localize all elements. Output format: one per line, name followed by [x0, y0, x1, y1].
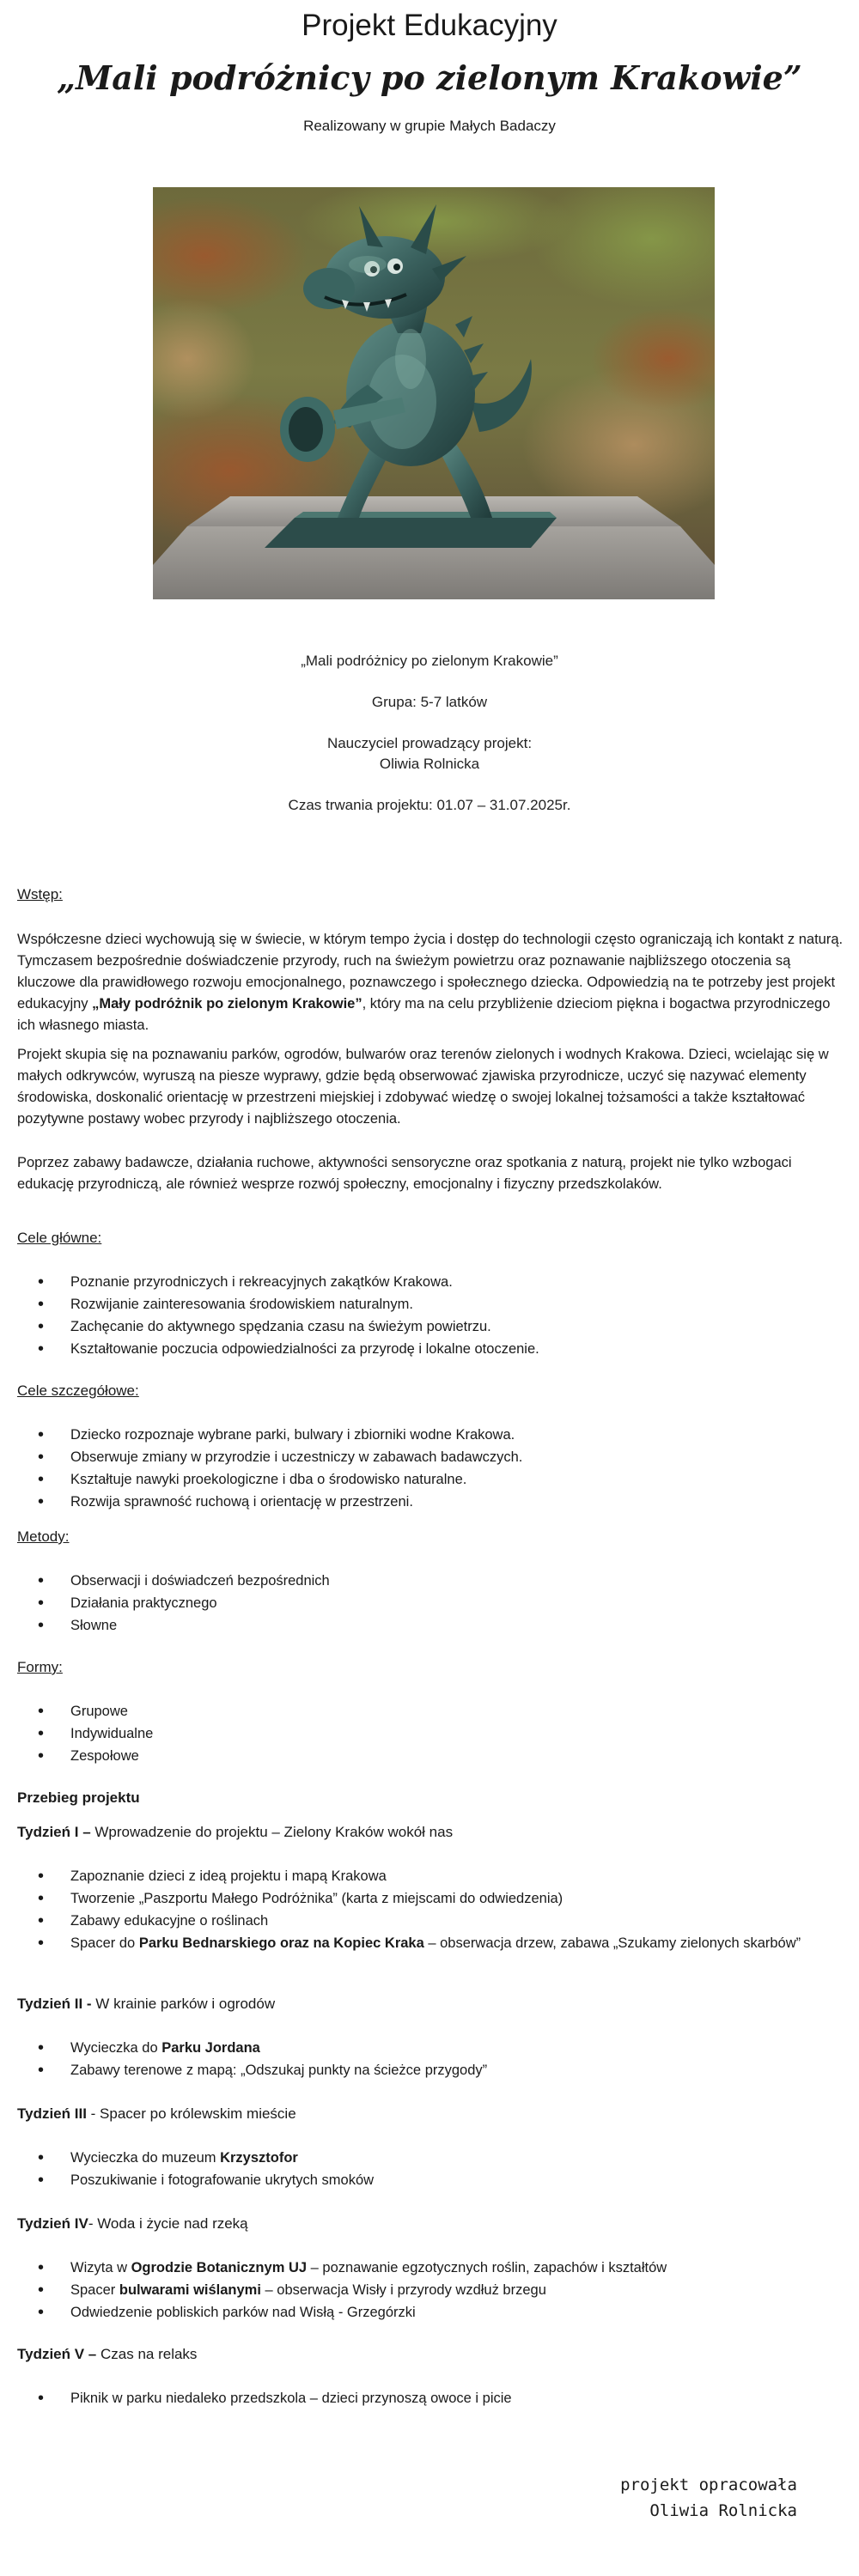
list-item: • Piknik w parku niedaleko przedszkola – dzieci przynoszą owoce i picie [70, 2387, 859, 2409]
list-item: • Zachęcanie do aktywnego spędzania czasu na świeżym powietrzu. [70, 1315, 859, 1338]
signature-line-1: projekt opracowała [620, 2476, 797, 2494]
specific-goals-list [17, 1424, 859, 1513]
list-item: • Odwiedzenie pobliskich parków nad Wisłą - Grzegórzki [70, 2301, 859, 2324]
main-goals-heading: Cele główne: [17, 1230, 102, 1246]
forms-list [17, 1700, 859, 1767]
list-item: • Rozwija sprawność ruchową i orientację w przestrzeni. [70, 1491, 859, 1513]
list-item: • Zespołowe [70, 1745, 859, 1767]
list-item: • Wycieczka do Parku Jordana [70, 2037, 859, 2059]
week-3-list [17, 2147, 859, 2191]
list-item: • Działania praktycznego [70, 1592, 859, 1614]
week-2-heading: Tydzień II - W krainie parków i ogrodów [17, 1996, 276, 2012]
list-item: • Wizyta w Ogrodzie Botanicznym UJ – poznawanie egzotycznych roślin, zapachów i kształtów [70, 2257, 859, 2279]
week-2-list [17, 2037, 859, 2081]
main-goals-list [17, 1271, 859, 1360]
list-item: • Zapoznanie dzieci z ideą projektu i mapą Krakowa [70, 1865, 859, 1887]
list-item: • Dziecko rozpoznaje wybrane parki, bulwary i zbiorniki wodne Krakowa. [70, 1424, 859, 1446]
list-item: • Poszukiwanie i fotografowanie ukrytych smoków [70, 2169, 859, 2191]
list-item: • Indywidualne [70, 1722, 859, 1745]
week-1-list [17, 1865, 859, 1954]
list-item: • Poznanie przyrodniczych i rekreacyjnych zakątków Krakowa. [70, 1271, 859, 1293]
tagline: Realizowany w grupie Małych Badaczy [303, 118, 556, 134]
forms-heading: Formy: [17, 1659, 63, 1675]
week-4-heading: Tydzień IV- Woda i życie nad rzeką [17, 2215, 248, 2232]
methods-heading: Metody: [17, 1528, 70, 1545]
list-item: • Tworzenie „Paszportu Małego Podróżnika” (karta z miejscami do odwiedzenia) [70, 1887, 859, 1910]
teacher-label: Nauczyciel prowadzący projekt: [326, 735, 533, 751]
list-item: • Słowne [70, 1614, 859, 1637]
methods-list [17, 1570, 859, 1637]
week-3-heading: Tydzień III - Spacer po królewskim mieście [17, 2105, 296, 2122]
week-5-list [17, 2387, 859, 2409]
page-title: Projekt Edukacyjny [302, 9, 557, 42]
list-item: • Kształtuje nawyki proekologiczne i dba o środowisko naturalne. [70, 1468, 859, 1491]
list-item: • Kształtowanie poczucia odpowiedzialności za przyrodę i lokalne otoczenie. [70, 1338, 859, 1360]
intro-paragraph-2: Projekt skupia się na poznawaniu parków, ogrodów, bulwarów oraz terenów zielonych i wodnych Krakowa. Dzieci, wcielając się w małych odkrywców, wyruszą na piesze wyprawy, gdzie będą obserwować zjawiska przyrodnicze, uczyć się nazywać elementy środowiska, doskonalić orientację w przestrzeni miejskiej i zdobywać wiedzę o swojej lokalnej tożsamości a także kształtować pozytywne postawy wobec przyrody i najbliższego otoczenia. [17, 1047, 829, 1127]
list-item: • Spacer bulwarami wiślanymi – obserwacja Wisły i przyrody wzdłuż brzegu [70, 2279, 859, 2301]
signature-name: Oliwia Rolnicka [649, 2501, 797, 2520]
dragon-statue-photo [153, 187, 715, 599]
specific-goals-heading: Cele szczegółowe: [17, 1382, 139, 1399]
project-subtitle: „Mali podróżnicy po zielonym Krakowie” [57, 58, 802, 97]
teacher-name: Oliwia Rolnicka [379, 756, 480, 772]
list-item: • Spacer do Parku Bednarskiego oraz na Kopiec Kraka – obserwacja drzew, zabawa „Szukamy zielonych skarbów” [70, 1932, 859, 1954]
intro-paragraph-1: Współczesne dzieci wychowują się w świecie, w którym tempo życia i dostęp do technologii często ograniczają ich kontakt z naturą. Tymczasem bezpośrednie doświadczenie przyrody, ruch na świeżym powietrzu oraz poznawanie najbliższego otoczenia są kluczowe dla prawidłowego rozwoju emocjonalnego, poznawczego i społecznego dziecka. Odpowiedzią na te potrzeby jest projekt edukacyjny „Mały podróżnik po zielonym Krakowie”, który ma na celu przybliżenie dzieciom piękna i bogactwa przyrodniczego ich własnego miasta. [17, 932, 844, 1033]
week-4-list [17, 2257, 859, 2324]
list-item: • Zabawy edukacyjne o roślinach [70, 1910, 859, 1932]
project-name-line: „Mali podróżnicy po zielonym Krakowie” [301, 653, 558, 669]
course-heading: Przebieg projektu [17, 1789, 140, 1806]
group-line: Grupa: 5-7 latków [371, 694, 488, 710]
list-item: • Grupowe [70, 1700, 859, 1722]
list-item: • Obserwuje zmiany w przyrodzie i uczestniczy w zabawach badawczych. [70, 1446, 859, 1468]
list-item: • Obserwacji i doświadczeń bezpośrednich [70, 1570, 859, 1592]
list-item: • Zabawy terenowe z mapą: „Odszukaj punkty na ścieżce przygody” [70, 2059, 859, 2081]
week-5-heading: Tydzień V – Czas na relaks [17, 2346, 198, 2362]
list-item: • Wycieczka do muzeum Krzysztofor [70, 2147, 859, 2169]
intro-heading: Wstęp: [17, 886, 63, 902]
intro-paragraph-3: Poprzez zabawy badawcze, działania ruchowe, aktywności sensoryczne oraz spotkania z naturą, projekt nie tylko wzbogaci edukację przyrodniczą, ale również wesprze rozwój społeczny, emocjonalny i fizyczny przedszkolaków. [17, 1155, 792, 1192]
duration-line: Czas trwania projektu: 01.07 – 31.07.2025r. [288, 797, 571, 813]
week-1-heading: Tydzień I – Wprowadzenie do projektu – Zielony Kraków wokół nas [17, 1824, 454, 1840]
list-item: • Rozwijanie zainteresowania środowiskiem naturalnym. [70, 1293, 859, 1315]
